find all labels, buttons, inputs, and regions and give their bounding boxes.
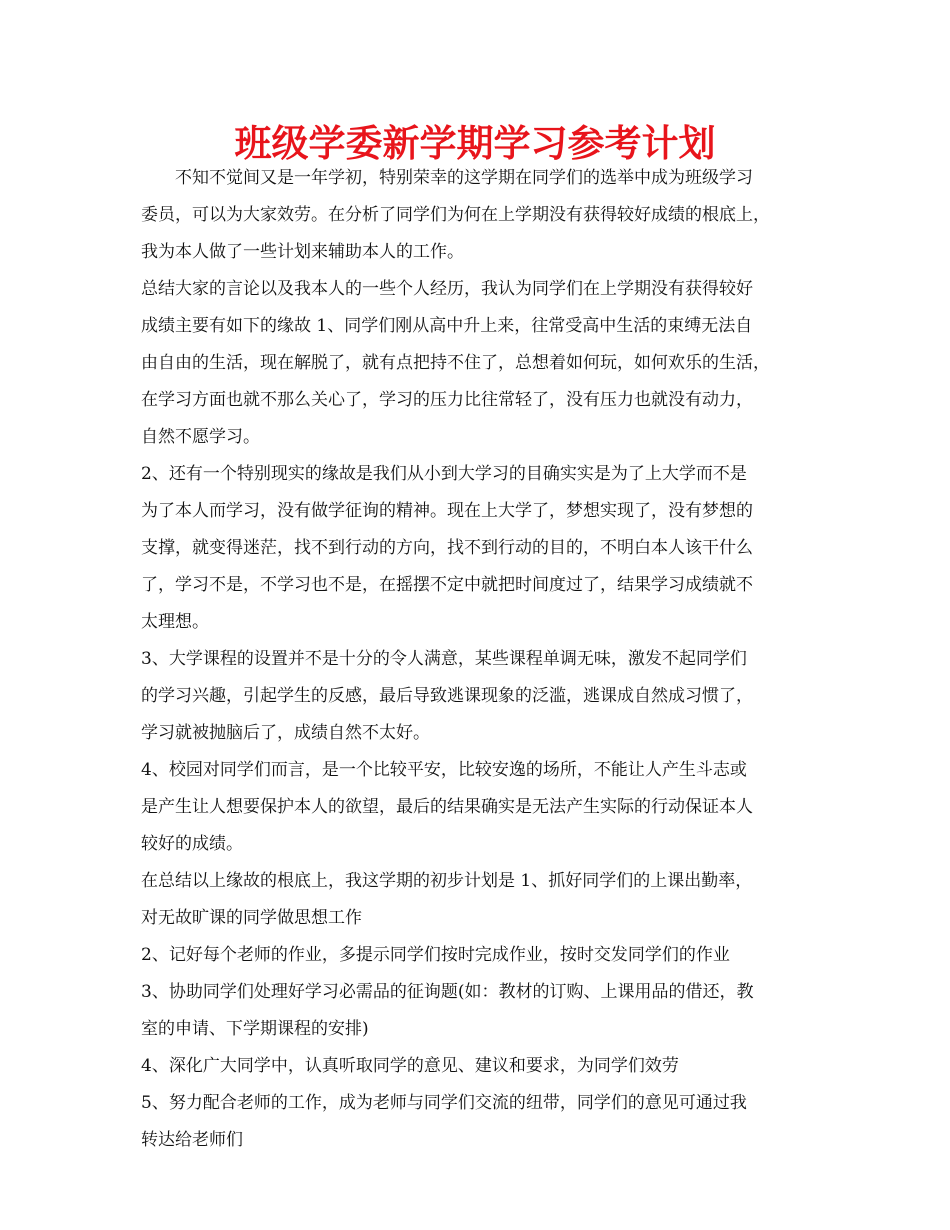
body-line: 4、校园对同学们而言，是一个比较平安，比较安逸的场所，不能让人产生斗志或 [141, 760, 747, 780]
body-line: 成绩主要有如下的缘故 1、同学们刚从高中升上来，往常受高中生活的束缚无法自 [141, 316, 753, 336]
body-line: 支撑，就变得迷茫，找不到行动的方向，找不到行动的目的，不明白本人该干什么 [141, 538, 753, 558]
body-line: 委员，可以为大家效劳。在分析了同学们为何在上学期没有获得较好成绩的根底上， [141, 205, 770, 225]
body-line: 对无故旷课的同学做思想工作 [141, 908, 362, 928]
body-line: 总结大家的言论以及我本人的一些个人经历，我认为同学们在上学期没有获得较好 [141, 279, 753, 299]
document-title: 班级学委新学期学习参考计划 [234, 122, 716, 165]
body-line: 由自由的生活，现在解脱了，就有点把持不住了，总想着如何玩，如何欢乐的生活， [141, 353, 770, 373]
body-line: 的学习兴趣，引起学生的反感，最后导致逃课现象的泛滥，逃课成自然成习惯了， [141, 686, 753, 706]
body-line: 我为本人做了一些计划来辅助本人的工作。 [141, 242, 464, 262]
body-line: 2、记好每个老师的作业，多提示同学们按时完成作业，按时交发同学们的作业 [141, 945, 730, 965]
body-line: 5、努力配合老师的工作，成为老师与同学们交流的纽带，同学们的意见可通过我 [141, 1093, 747, 1113]
body-line: 在学习方面也就不那么关心了，学习的压力比往常轻了，没有压力也就没有动力， [141, 390, 753, 410]
body-line: 3、大学课程的设置并不是十分的令人满意，某些课程单调无味，激发不起同学们 [141, 649, 747, 669]
body-line: 4、深化广大同学中，认真听取同学的意见、建议和要求，为同学们效劳 [141, 1056, 679, 1076]
body-line: 了，学习不是，不学习也不是，在摇摆不定中就把时间度过了，结果学习成绩就不 [141, 575, 753, 595]
body-line: 较好的成绩。 [141, 834, 243, 854]
body-line: 不知不觉间又是一年学初，特别荣幸的这学期在同学们的选举中成为班级学习 [141, 168, 753, 188]
body-line: 在总结以上缘故的根底上，我这学期的初步计划是 1、抓好同学们的上课出勤率， [141, 871, 753, 891]
body-line: 为了本人而学习，没有做学征询的精神。现在上大学了，梦想实现了，没有梦想的 [141, 501, 753, 521]
body-line: 是产生让人想要保护本人的欲望，最后的结果确实是无法产生实际的行动保证本人 [141, 797, 753, 817]
body-line: 室的申请、下学期课程的安排) [141, 1019, 369, 1039]
body-line: 自然不愿学习。 [141, 427, 260, 447]
body-line: 学习就被抛脑后了，成绩自然不太好。 [141, 723, 430, 743]
body-line: 2、还有一个特别现实的缘故是我们从小到大学习的目确实实是为了上大学而不是 [141, 464, 747, 484]
body-line: 太理想。 [141, 612, 209, 632]
body-line: 3、协助同学们处理好学习必需品的征询题(如：教材的订购、上课用品的借还，教 [141, 982, 754, 1002]
body-line: 转达给老师们 [141, 1130, 243, 1150]
